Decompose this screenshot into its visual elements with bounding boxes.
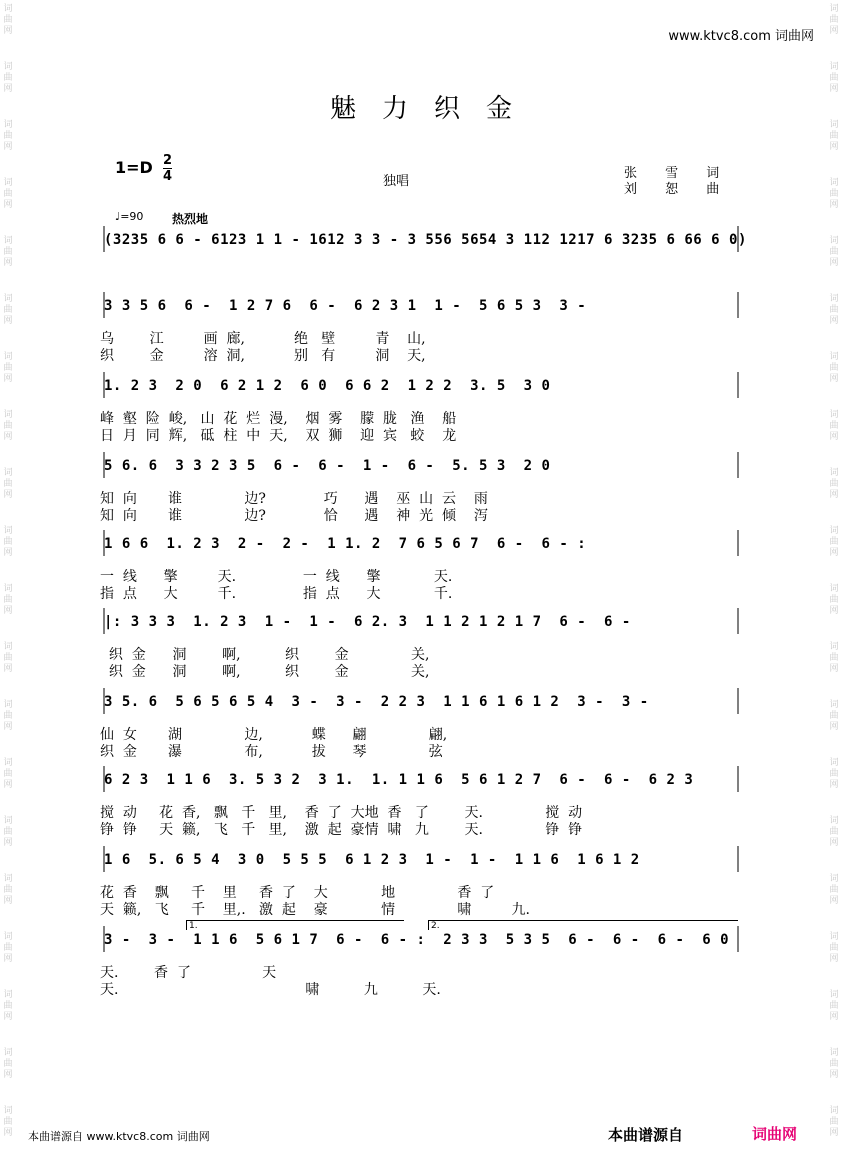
lyric-line: 乌 江 画 廊, 绝 壁 青 山, [100, 331, 426, 347]
watermark-text: 词曲网 [3, 294, 13, 326]
key-signature: 1=D [115, 158, 153, 177]
notation-text: 1 6 6 1. 2 3 2 - 2 - 1 1. 2 7 6 5 6 7 6 - 6 - : [104, 536, 587, 552]
watermark-text: 词曲网 [3, 120, 13, 152]
watermark-text: 词曲网 [3, 526, 13, 558]
time-signature [163, 154, 172, 183]
watermark-text: 词曲网 [829, 1106, 839, 1138]
watermark-text: 词曲网 [3, 700, 13, 732]
watermark-text: 词曲网 [829, 1048, 839, 1080]
footer-source-left: 本曲谱源自 www.ktvc8.com 词曲网 [28, 1130, 210, 1143]
watermark-text: 词曲网 [829, 468, 839, 500]
watermark-text: 词曲网 [829, 120, 839, 152]
right-watermark-strip [826, 0, 842, 1171]
site-header-link[interactable]: www.ktvc8.com 词曲网 [668, 29, 814, 44]
watermark-text: 词曲网 [3, 874, 13, 906]
left-watermark-strip [0, 0, 16, 1171]
watermark-text: 词曲网 [3, 468, 13, 500]
lyric-line: 花 香 飘 千 里 香 了 大 地 香 了 [100, 885, 495, 901]
notation-text: 5 6. 6 3 3 2 3 5 6 - 6 - 1 - 6 - 5. 5 3 2 0 [104, 458, 551, 474]
watermark-text: 词曲网 [3, 816, 13, 848]
lyric-line: 天. 香 了 天 [100, 965, 277, 981]
watermark-text: 词曲网 [3, 4, 13, 36]
lyric-line: 天. 啸 九 天. [100, 982, 441, 998]
watermark-text: 词曲网 [829, 874, 839, 906]
watermark-text: 词曲网 [3, 236, 13, 268]
notation-text: (3235 6 6 - 6123 1 1 - 1612 3 3 - 3 556 5654 3 112 1217 6 3235 6 66 6 0) [104, 232, 747, 248]
watermark-text: 词曲网 [3, 178, 13, 210]
watermark-text: 词曲网 [829, 642, 839, 674]
watermark-text: 词曲网 [3, 990, 13, 1022]
volta-second: 2. [428, 920, 738, 930]
watermark-text: 词曲网 [829, 4, 839, 36]
notation-text: 1 6 5. 6 5 4 3 0 5 5 5 6 1 2 3 1 - 1 - 1 1 6 1 6 1 2 [104, 852, 640, 868]
watermark-text: 词曲网 [829, 236, 839, 268]
lyric-line: 织 金 溶 洞, 别 有 洞 天, [100, 348, 426, 364]
watermark-text: 词曲网 [829, 584, 839, 616]
watermark-text: 词曲网 [829, 352, 839, 384]
watermark-text: 词曲网 [829, 816, 839, 848]
watermark-text: 词曲网 [829, 758, 839, 790]
lyric-line: 指 点 大 千. 指 点 大 千. [100, 586, 453, 602]
time-numerator: 2 [163, 153, 173, 168]
watermark-text: 词曲网 [3, 642, 13, 674]
brand-logo-text[interactable]: 词曲网 [752, 1125, 798, 1143]
lyric-line: 仙 女 湖 边, 蝶 翩 翩, [100, 727, 448, 743]
lyric-line: 知 向 谁 边? 巧 遇 巫 山 云 雨 [100, 491, 488, 507]
lyricist-credit: 张 雪 词 [624, 166, 732, 181]
watermark-text: 词曲网 [829, 700, 839, 732]
tempo-marking: ♩=90 [115, 210, 144, 223]
watermark-text: 词曲网 [829, 62, 839, 94]
watermark-text: 词曲网 [829, 410, 839, 442]
lyric-line: 织 金 洞 啊, 织 金 关, [100, 664, 430, 680]
watermark-text: 词曲网 [3, 932, 13, 964]
watermark-text: 词曲网 [3, 352, 13, 384]
notation-text: |: 3 3 3 1. 2 3 1 - 1 - 6 2. 3 1 1 2 1 2 1 7 6 - 6 - [104, 614, 631, 630]
notation-text: 3 5. 6 5 6 5 6 5 4 3 - 3 - 2 2 3 1 1 6 1 6 1 2 3 - 3 - [104, 694, 649, 710]
footer-source-right: 本曲谱源自 [608, 1126, 684, 1144]
lyric-line: 知 向 谁 边? 恰 遇 神 光 倾 泻 [100, 508, 488, 524]
lyric-line: 织 金 洞 啊, 织 金 关, [100, 647, 430, 663]
lyric-line: 铮 铮 天 籁, 飞 千 里, 激 起 豪情 啸 九 天. 铮 铮 [100, 822, 583, 838]
lyric-line: 织 金 瀑 布, 拔 琴 弦 [100, 744, 443, 760]
song-title: 魅力织金 [329, 94, 538, 124]
notation-text: 3 3 5 6 6 - 1 2 7 6 6 - 6 2 3 1 1 - 5 6 5 3 3 - [104, 298, 587, 314]
watermark-text: 词曲网 [829, 526, 839, 558]
performance-type: 独唱 [383, 174, 410, 189]
notation-text: 6 2 3 1 1 6 3. 5 3 2 3 1. 1. 1 1 6 5 6 1 2 7 6 - 6 - 6 2 3 [104, 772, 694, 788]
lyric-line: 天 籁, 飞 千 里,. 激 起 豪 情 啸 九. [100, 902, 530, 918]
watermark-text: 词曲网 [3, 1106, 13, 1138]
watermark-text: 词曲网 [3, 62, 13, 94]
watermark-text: 词曲网 [829, 294, 839, 326]
time-denominator: 4 [163, 169, 173, 184]
watermark-text: 词曲网 [829, 932, 839, 964]
lyric-line: 搅 动 花 香, 飘 千 里, 香 了 大地 香 了 天. 搅 动 [100, 805, 583, 821]
lyric-line: 一 线 擎 天. 一 线 擎 天. [100, 569, 453, 585]
watermark-text: 词曲网 [3, 758, 13, 790]
lyric-line: 日 月 同 辉, 砥 柱 中 天, 双 狮 迎 宾 蛟 龙 [100, 428, 457, 444]
notation-text: 3 - 3 - 1 1 6 5 6 1 7 6 - 6 - : 2 3 3 5 3 5 6 - 6 - 6 - 6 0 [104, 932, 730, 948]
watermark-text: 词曲网 [3, 410, 13, 442]
watermark-text: 词曲网 [829, 990, 839, 1022]
notation-text: 1. 2 3 2 0 6 2 1 2 6 0 6 6 2 1 2 2 3. 5 3 0 [104, 378, 551, 394]
lyric-line: 峰 壑 险 峻, 山 花 烂 漫, 烟 雾 朦 胧 渔 船 [100, 411, 457, 427]
composer-credit: 刘 恕 曲 [624, 182, 732, 197]
volta-first: 1. [186, 920, 404, 930]
expression-marking: 热烈地 [172, 212, 209, 226]
watermark-text: 词曲网 [3, 1048, 13, 1080]
watermark-text: 词曲网 [3, 584, 13, 616]
watermark-text: 词曲网 [829, 178, 839, 210]
